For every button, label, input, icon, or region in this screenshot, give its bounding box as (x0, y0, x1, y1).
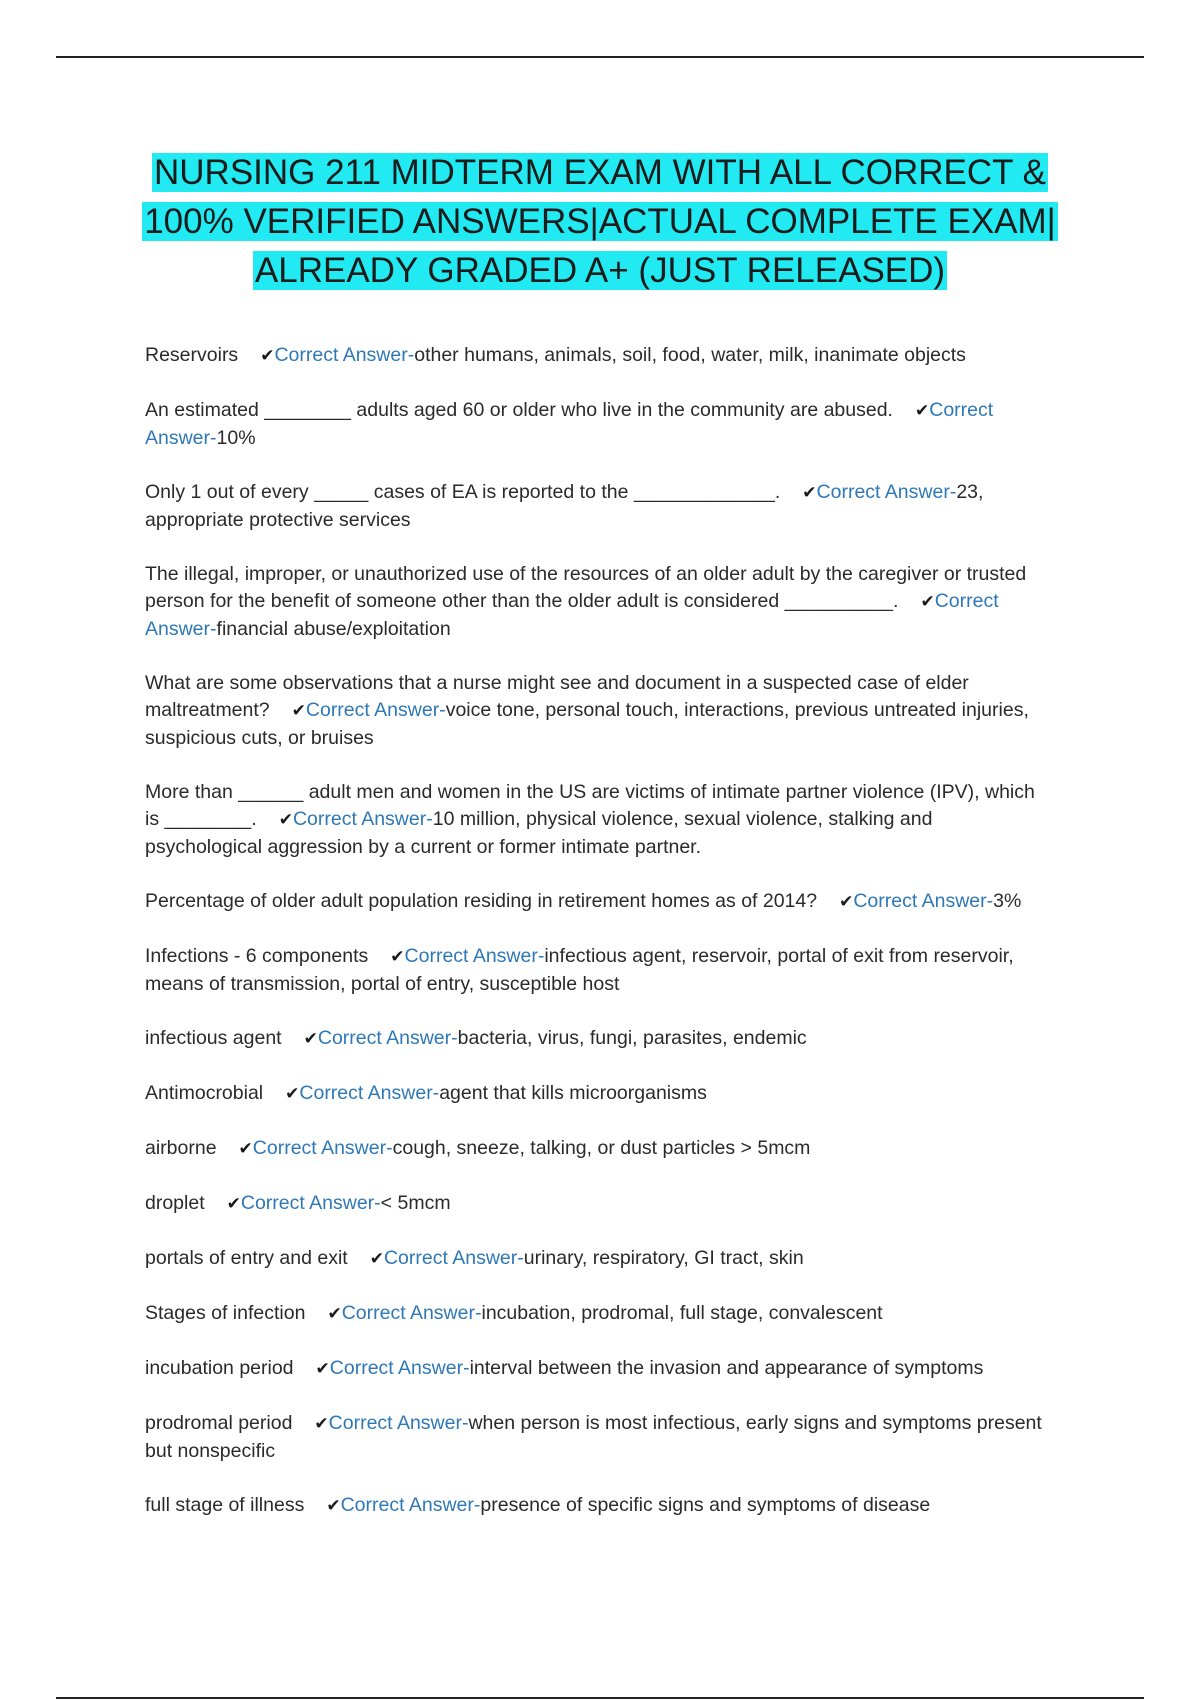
title-line-1: NURSING 211 MIDTERM EXAM WITH ALL CORRECT & (154, 153, 1046, 192)
answer-text: infectious agent, reservoir, portal of exit from reservoir, means of transmission, portal of entry, susceptible host (145, 945, 1014, 995)
question-text: droplet (145, 1192, 205, 1214)
qa-item (145, 479, 1045, 534)
check-icon: ✔ (914, 401, 930, 421)
answer-text: incubation, prodromal, full stage, convalescent (481, 1302, 883, 1324)
check-icon: ✔ (278, 810, 293, 830)
check-icon: ✔ (226, 1194, 241, 1214)
qa-item (145, 888, 1045, 916)
answer-text: presence of specific signs and symptoms of disease (480, 1494, 931, 1516)
correct-answer-label: Correct Answer- (145, 399, 994, 449)
qa-list (145, 342, 1045, 1547)
check-icon: ✔ (315, 1359, 330, 1379)
correct-answer-label: Correct Answer- (317, 1027, 458, 1049)
qa-item (145, 1245, 1045, 1273)
qa-item (145, 561, 1045, 643)
answer-text: bacteria, virus, fungi, parasites, endemic (457, 1027, 807, 1049)
check-icon: ✔ (260, 346, 275, 366)
qa-item (145, 1492, 1045, 1520)
question-text: Percentage of older adult population residing in retirement homes as of 2014? (145, 890, 818, 912)
correct-answer-label: Correct Answer- (404, 945, 545, 967)
correct-answer-label: Correct Answer- (292, 808, 433, 830)
correct-answer-label: Correct Answer- (329, 1357, 470, 1379)
correct-answer-label: Correct Answer- (816, 481, 957, 503)
correct-answer-label: Correct Answer- (383, 1247, 524, 1269)
question-text: portals of entry and exit (145, 1247, 348, 1269)
answer-text: 23, appropriate protective services (145, 481, 984, 531)
answer-text: cough, sneeze, talking, or dust particles > 5mcm (392, 1137, 811, 1159)
question-text: Only 1 out of every _____ cases of EA is reported to the _____________. (145, 481, 781, 503)
correct-answer-label: Correct Answer- (274, 344, 415, 366)
question-text: The illegal, improper, or unauthorized use of the resources of an older adult by the caregiver or trusted person for the benefit of someone other than the older adult is considered __________. (145, 563, 1027, 612)
question-text: Stages of infection (145, 1302, 306, 1324)
qa-item (145, 1190, 1045, 1218)
question-text: infectious agent (145, 1027, 282, 1049)
qa-item (145, 397, 1045, 452)
check-icon: ✔ (920, 592, 935, 612)
correct-answer-label: Correct Answer- (299, 1082, 440, 1104)
check-icon: ✔ (369, 1249, 384, 1269)
qa-item (145, 1355, 1045, 1383)
answer-text: urinary, respiratory, GI tract, skin (523, 1247, 804, 1269)
qa-item (145, 1135, 1045, 1163)
question-text: Antimocrobial (145, 1082, 264, 1104)
check-icon: ✔ (390, 947, 405, 967)
check-icon: ✔ (238, 1139, 253, 1159)
question-text: More than ______ adult men and women in the US are victims of intimate partner violence (IPV), which is ________. (145, 781, 1035, 830)
check-icon: ✔ (291, 701, 306, 721)
qa-item (145, 1025, 1045, 1053)
qa-item (145, 342, 1045, 370)
answer-text: 10 million, physical violence, sexual violence, stalking and psychological aggression by a current or former intimate partner. (145, 808, 933, 858)
question-text: An estimated ________ adults aged 60 or older who live in the community are abused. (145, 399, 893, 421)
answer-text: 10% (216, 427, 256, 449)
question-text: Reservoirs (145, 344, 239, 366)
question-text: airborne (145, 1137, 217, 1159)
qa-item (145, 1410, 1045, 1465)
check-icon: ✔ (327, 1304, 342, 1324)
correct-answer-label: Correct Answer- (853, 890, 994, 912)
answer-text: other humans, animals, soil, food, water, milk, inanimate objects (414, 344, 966, 366)
question-text: incubation period (145, 1357, 294, 1379)
correct-answer-label: Correct Answer- (305, 699, 446, 721)
answer-text: voice tone, personal touch, interactions, previous untreated injuries, suspicious cuts, or bruises (145, 699, 1029, 749)
answer-text: < 5mcm (380, 1192, 451, 1214)
correct-answer-label: Correct Answer- (240, 1192, 381, 1214)
title-line-2: 100% VERIFIED ANSWERS|ACTUAL COMPLETE EXAM| (144, 202, 1056, 241)
question-text: Infections - 6 components (145, 945, 369, 967)
correct-answer-label: Correct Answer- (145, 590, 999, 640)
document-title (80, 148, 1120, 295)
correct-answer-label: Correct Answer- (341, 1302, 482, 1324)
correct-answer-label: Correct Answer- (340, 1494, 481, 1516)
check-icon: ✔ (839, 892, 854, 912)
title-line-3: ALREADY GRADED A+ (JUST RELEASED) (254, 251, 946, 290)
answer-text: interval between the invasion and appearance of symptoms (469, 1357, 984, 1379)
qa-item (145, 670, 1045, 752)
question-text: prodromal period (145, 1412, 293, 1434)
answer-text: 3% (993, 890, 1022, 912)
question-text: full stage of illness (145, 1494, 305, 1516)
correct-answer-label: Correct Answer- (328, 1412, 469, 1434)
question-text: What are some observations that a nurse might see and document in a suspected case of elder maltreatment? (145, 672, 969, 721)
qa-item (145, 943, 1045, 998)
header-rule (56, 56, 1144, 58)
qa-item (145, 1300, 1045, 1328)
correct-answer-label: Correct Answer- (252, 1137, 393, 1159)
qa-item (145, 779, 1045, 861)
check-icon: ✔ (285, 1084, 300, 1104)
qa-item (145, 1080, 1045, 1108)
answer-text: financial abuse/exploitation (216, 618, 451, 640)
check-icon: ✔ (314, 1414, 329, 1434)
footer-rule (56, 1697, 1144, 1699)
answer-text: agent that kills microorganisms (439, 1082, 707, 1104)
answer-text: when person is most infectious, early signs and symptoms present but nonspecific (145, 1412, 1042, 1462)
check-icon: ✔ (802, 483, 817, 503)
check-icon: ✔ (326, 1496, 341, 1516)
check-icon: ✔ (303, 1029, 318, 1049)
title-text (80, 148, 1120, 295)
